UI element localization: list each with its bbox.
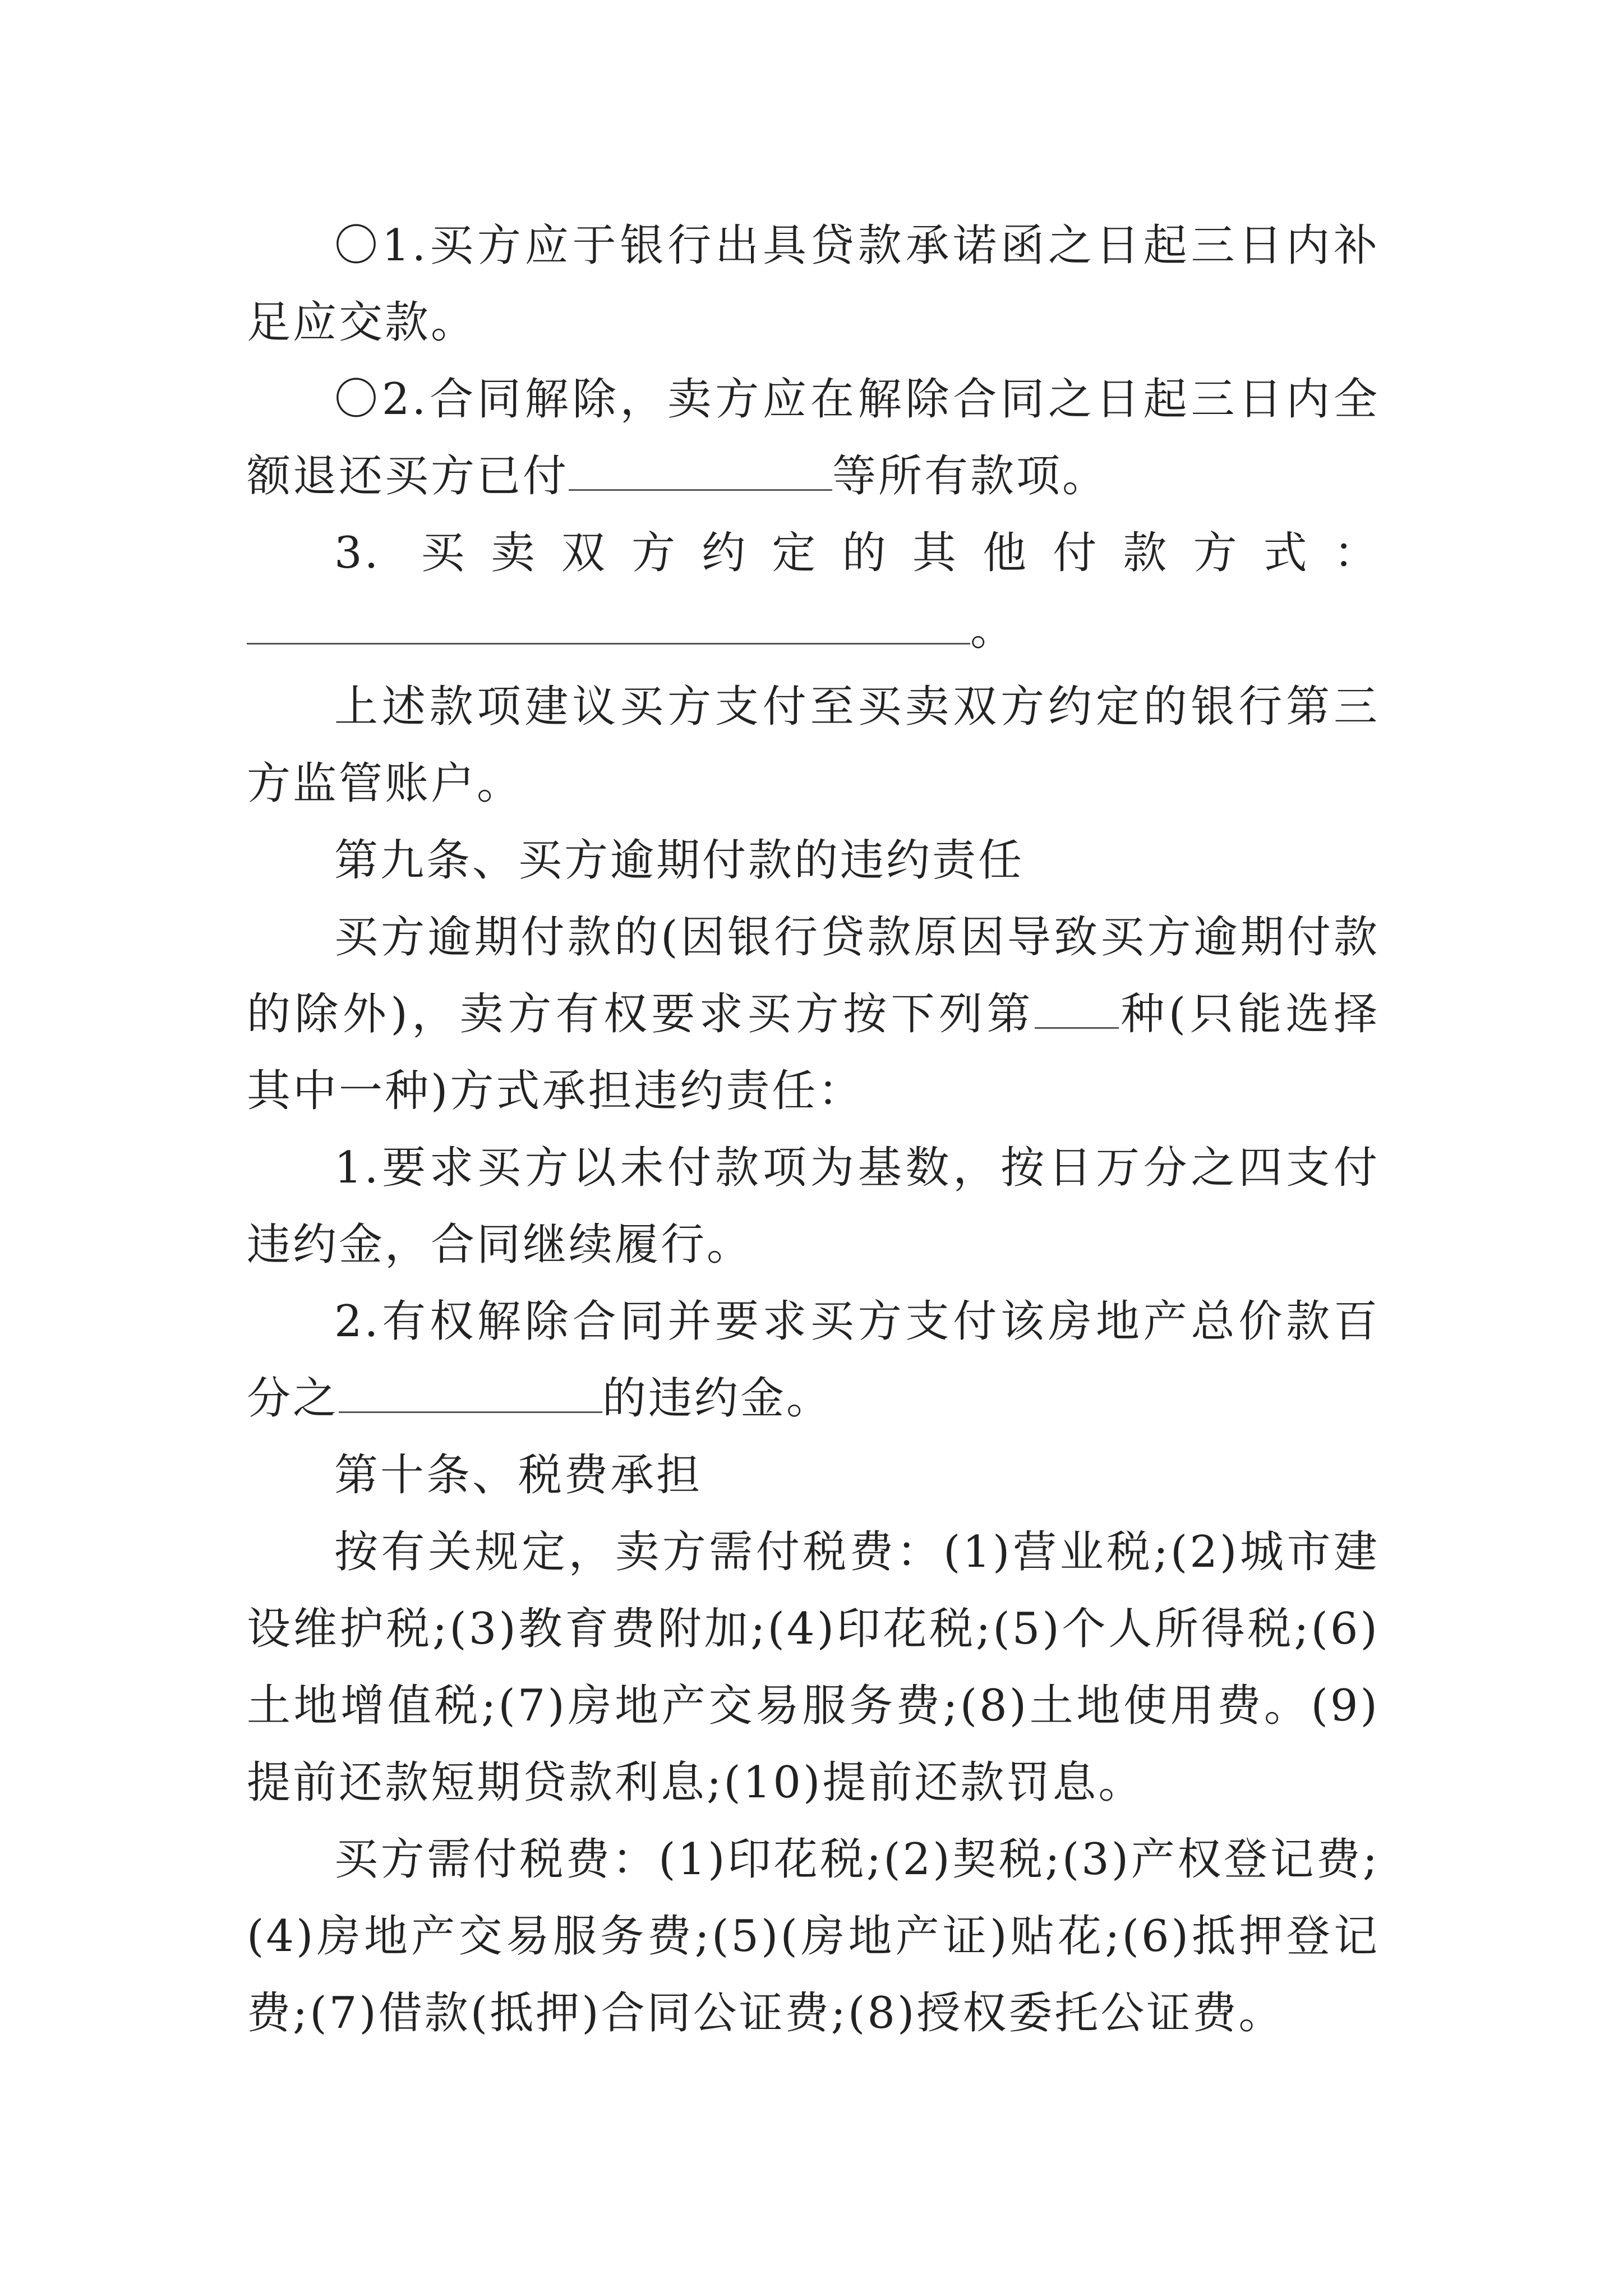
article-9-title [247,822,1380,899]
paragraph-penalty-2 [247,1283,1380,1437]
paragraph-escrow [247,669,1380,822]
paragraph-text: 。 [970,605,1017,655]
paragraph-late-payment [247,899,1380,1130]
paragraph-text: 买方需付税费：(1)印花税;(2)契税;(3)产权登记费;(4)房地产交易服务费;(5)(房地产证)贴花;(6)抵押登记费;(7)借款(抵押)合同公证费;(8)授权委托公证费。 [247,1834,1380,2039]
fill-in-blank[interactable] [569,450,832,491]
paragraph-text: 2.有权解除合同并要求买方支付该房地产总价款百分之 [247,1296,1380,1424]
paragraph-text: 〇2.合同解除，卖方应在解除合同之日起三日内全额退还买方已付 [247,374,1380,501]
paragraph-other-payment-blank [247,592,1380,669]
paragraph-penalty-1 [247,1130,1380,1283]
paragraph-text: 等所有款项。 [832,451,1109,501]
paragraph-option-2 [247,361,1380,515]
paragraph-text: 按有关规定，卖方需付税费：(1)营业税;(2)城市建设维护税;(3)教育费附加;(4)印花税;(5)个人所得税;(6)土地增值税;(7)房地产交易服务费;(8)土地使用费。(9)提前还款短期贷款利息;(10)提前还款罚息。 [247,1527,1380,1808]
fill-in-blank[interactable] [247,604,970,645]
paragraph-seller-taxes [247,1514,1380,1821]
paragraph-text: 的违约金。 [602,1373,833,1424]
heading-text: 第九条、买方逾期付款的违约责任 [334,835,1025,886]
paragraph-text: 上述款项建议买方支付至买卖双方约定的银行第三方监管账户。 [247,682,1380,809]
paragraph-text: 1.要求买方以未付款项为基数，按日万分之四支付违约金，合同继续履行。 [247,1143,1380,1270]
paragraph-buyer-taxes [247,1821,1380,2052]
paragraph-other-payment [247,515,1380,592]
paragraph-text: 〇1.买方应于银行出具贷款承诺函之日起三日内补足应交款。 [247,220,1380,348]
document-body [247,208,1380,2052]
paragraph-text: 3. 买卖双方约定的其他付款方式： [334,528,1380,578]
article-10-title [247,1437,1380,1514]
fill-in-blank[interactable] [1035,988,1119,1029]
fill-in-blank[interactable] [339,1372,602,1413]
paragraph-text: 买方逾期付款的(因银行贷款原因导致买方逾期付款的除外)，卖方有权要求买方按下列第 [247,912,1380,1039]
paragraph-option-1 [247,208,1380,361]
heading-text: 第十条、税费承担 [334,1450,703,1501]
paragraph-text: 种(只能选择其中一种)方式承担违约责任： [247,989,1380,1116]
